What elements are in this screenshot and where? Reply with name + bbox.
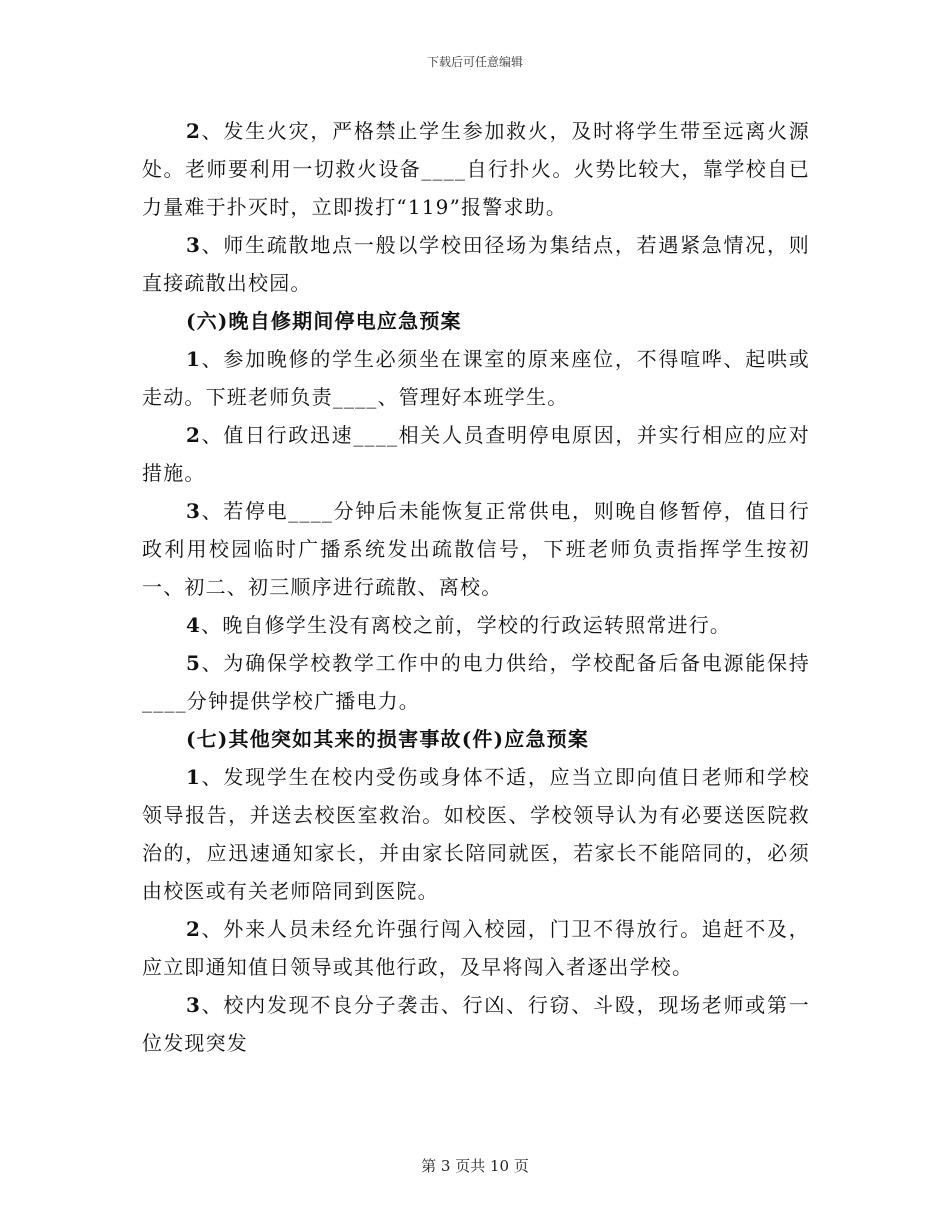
- paragraph-text: 、晚自修学生没有离校之前，学校的行政运转照常进行。: [201, 613, 732, 637]
- paragraph: [142, 416, 810, 492]
- paragraph-text: 、为确保学校教学工作中的电力供给，学校配备后备电源能保持____分钟提供学校广播电力。: [142, 651, 810, 713]
- item-number: 2: [186, 423, 202, 447]
- paragraph-text: 、若停电____分钟后未能恢复正常供电，则晚自修暂停，值日行政利用校园临时广播系统发出疏散信号，下班老师负责指挥学生按初一、初二、初三顺序进行疏散、离校。: [142, 499, 810, 599]
- item-number: 4: [186, 613, 202, 637]
- paragraph: [142, 910, 810, 986]
- paragraph: [142, 758, 810, 910]
- item-number: 2: [186, 119, 202, 143]
- paragraph-text: 、外来人员未经允许强行闯入校园，门卫不得放行。追赶不及，应立即通知值日领导或其他行政，及早将闯入者逐出学校。: [142, 917, 810, 979]
- item-number: 3: [186, 499, 202, 523]
- section-title: (七)其他突如其来的损害事故(件)应急预案: [186, 727, 590, 751]
- paragraph: [142, 606, 810, 644]
- header-note: 下载后可任意编辑: [426, 55, 523, 69]
- item-number: 5: [186, 651, 202, 675]
- page-footer: 第 3 页共 10 页: [421, 1157, 529, 1175]
- paragraph-text: 、发生火灾，严格禁止学生参加救火，及时将学生带至远离火源处。老师要利用一切救火设备____自行扑火。火势比较大，靠学校自已力量难于扑灭时，立即拨打“119”报警求助。: [142, 119, 810, 219]
- item-number: 1: [186, 347, 202, 371]
- paragraph-text: 、师生疏散地点一般以学校田径场为集结点，若遇紧急情况，则直接疏散出校园。: [142, 233, 810, 295]
- paragraph: [142, 340, 810, 416]
- paragraph: [142, 112, 810, 226]
- item-number: 3: [186, 233, 202, 257]
- item-number: 1: [186, 765, 202, 789]
- paragraph: [142, 226, 810, 302]
- item-number: 3: [186, 993, 202, 1017]
- paragraph: [142, 644, 810, 720]
- paragraph: [142, 986, 810, 1062]
- paragraph: [142, 492, 810, 606]
- paragraph-text: 、发现学生在校内受伤或身体不适，应当立即向值日老师和学校领导报告，并送去校医室救治。如校医、学校领导认为有必要送医院救治的，应迅速通知家长，并由家长陪同就医，若家长不能陪同的，必须由校医或有关老师陪同到医院。: [142, 765, 810, 903]
- paragraph-text: 、值日行政迅速____相关人员查明停电原因，并实行相应的应对措施。: [142, 423, 810, 485]
- paragraph-text: 、参加晚修的学生必须坐在课室的原来座位，不得喧哗、起哄或走动。下班老师负责____、管理好本班学生。: [142, 347, 810, 409]
- paragraph-text: 、校内发现不良分子袭击、行凶、行窃、斗殴，现场老师或第一位发现突发: [142, 993, 810, 1055]
- item-number: 2: [186, 917, 202, 941]
- section-title: (六)晚自修期间停电应急预案: [186, 309, 462, 333]
- document-body: [142, 112, 810, 1062]
